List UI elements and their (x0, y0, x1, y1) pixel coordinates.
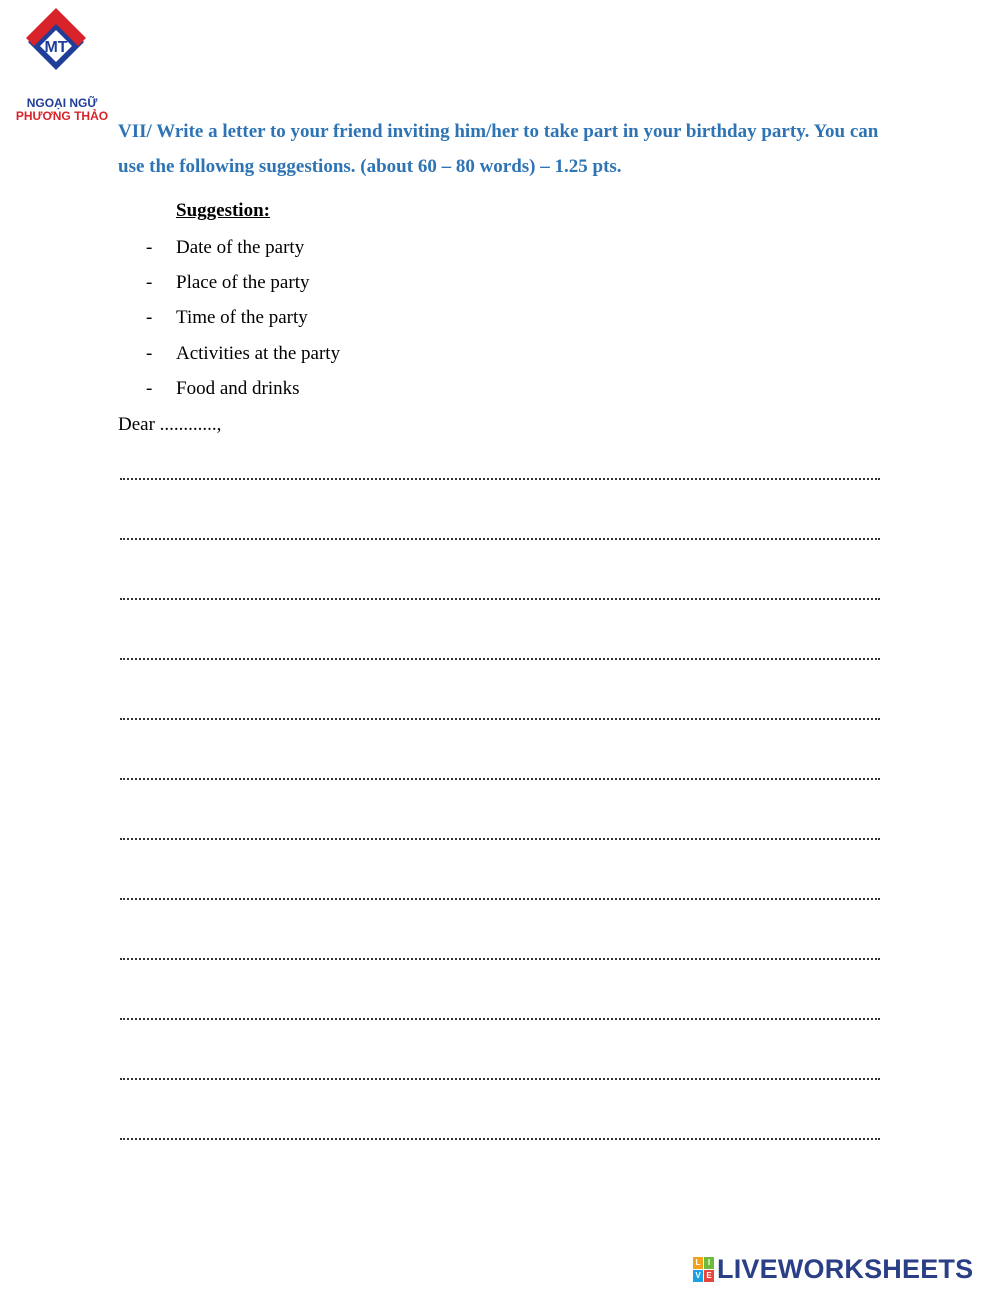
suggestion-text: Time of the party (176, 307, 308, 329)
answer-line[interactable] (120, 580, 880, 640)
answer-line[interactable] (120, 1120, 880, 1180)
answer-line[interactable] (120, 940, 880, 1000)
badge-letter: E (704, 1270, 714, 1282)
exercise-instruction: VII/ Write a letter to your friend inviting him/her to take part in your birthday party. You can use the following suggestions. (about 60 – 80 words) – 1.25 pts. (118, 121, 879, 177)
suggestion-text: Place of the party (176, 272, 310, 294)
bullet-dash: - (146, 272, 153, 294)
bullet-dash: - (146, 377, 153, 399)
logo-line-1: NGOẠI NGỮ (26, 96, 98, 110)
suggestion-text: Food and drinks (176, 377, 300, 399)
badge-letter: V (693, 1270, 703, 1282)
liveworksheets-badge-icon (693, 1257, 714, 1282)
bullet-dash: - (146, 342, 153, 364)
publisher-logo (6, 8, 109, 123)
badge-letter: L (693, 1257, 703, 1269)
answer-line[interactable] (120, 640, 880, 700)
svg-text:MT: MT (44, 39, 68, 56)
answer-line[interactable] (120, 1000, 880, 1060)
suggestion-heading: Suggestion: (176, 200, 270, 221)
logo-line-2: PHƯƠNG THẢO (15, 109, 109, 123)
bullet-dash: - (146, 237, 153, 258)
answer-line[interactable] (120, 880, 880, 940)
answer-line[interactable] (120, 820, 880, 880)
bullet-dash: - (146, 307, 153, 329)
liveworksheets-logo (693, 1254, 973, 1284)
logo-mark-icon (6, 8, 106, 94)
answer-line[interactable] (120, 460, 880, 520)
answer-line[interactable] (120, 520, 880, 580)
answer-line[interactable] (120, 1060, 880, 1120)
suggestion-text: Activities at the party (176, 342, 341, 364)
suggestion-text: Date of the party (176, 237, 305, 258)
letter-greeting: Dear ............, (118, 414, 222, 435)
answer-lines (120, 460, 880, 1180)
liveworksheets-wordmark: LIVEWORKSHEETS (717, 1253, 974, 1284)
answer-line[interactable] (120, 760, 880, 820)
answer-line[interactable] (120, 700, 880, 760)
badge-letter: I (704, 1257, 714, 1269)
